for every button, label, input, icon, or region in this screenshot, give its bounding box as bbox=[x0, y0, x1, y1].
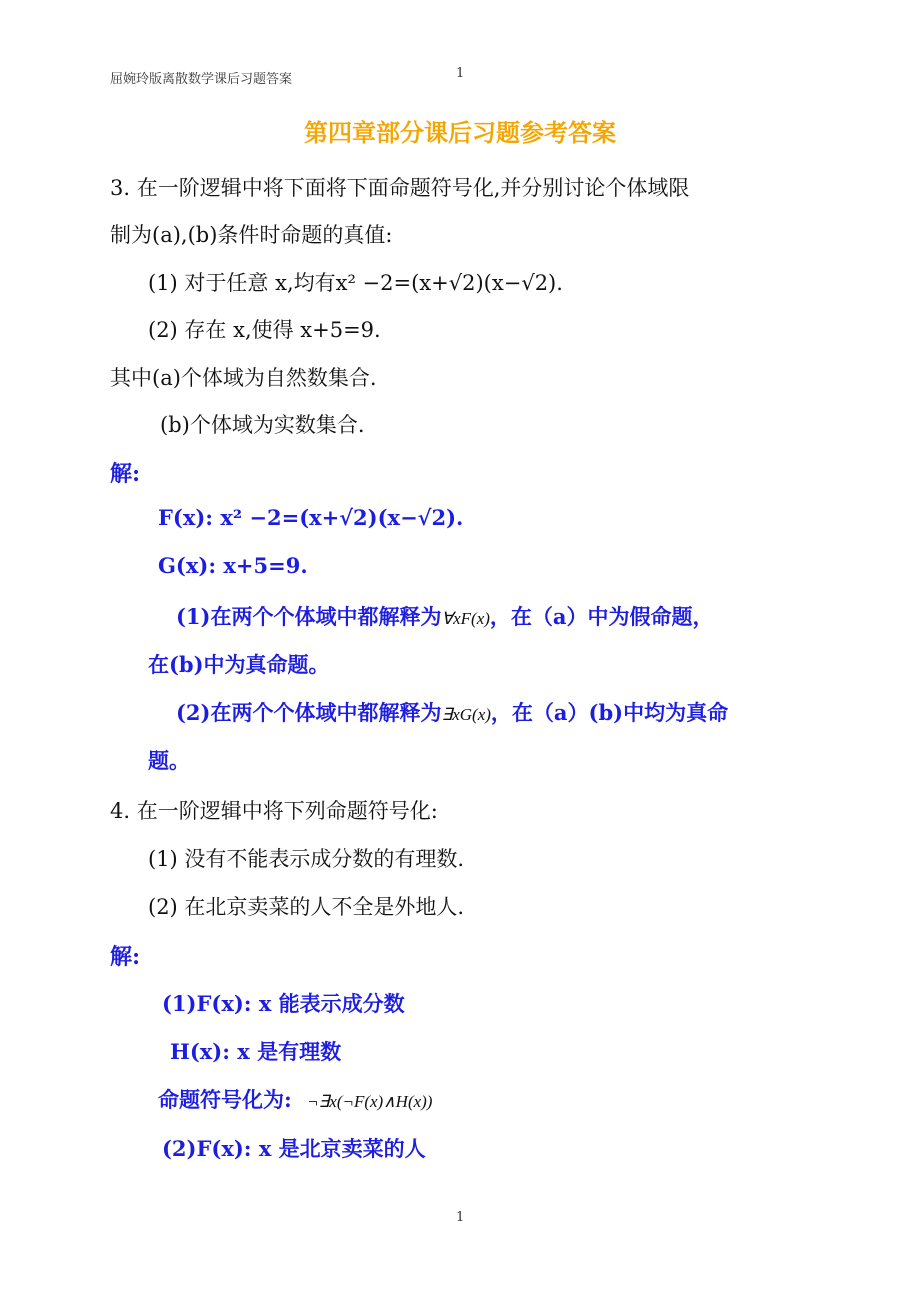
q4-item2: (2) 在北京卖菜的人不全是外地人. bbox=[148, 895, 465, 919]
header-title: 屈婉玲版离散数学课后习题答案 bbox=[110, 72, 293, 87]
a3-jie-label: 解: bbox=[110, 461, 141, 487]
a3-F-def bbox=[158, 505, 463, 530]
a3-p2-text: (2)在两个个体域中都解释为 bbox=[176, 700, 442, 725]
footer-page-number: 1 bbox=[456, 1210, 465, 1225]
q3-item1-text: (1) 对于任意 x,均有 bbox=[148, 271, 336, 295]
a4-sym-formula: ¬∃x(¬F(x)∧H(x)) bbox=[307, 1092, 433, 1111]
a3-p2-post: ，在（a）(b)中均为真命 bbox=[490, 700, 729, 725]
a4-sym-label: 命题符号化为: bbox=[158, 1087, 292, 1112]
header-page-number: 1 bbox=[456, 66, 465, 81]
a4-jie-label: 解: bbox=[110, 944, 141, 970]
a4-F1: (1)F(x): x 能表示成分数 bbox=[162, 991, 405, 1016]
a3-p1-formula: ∀xF(x) bbox=[441, 609, 490, 628]
q3-domain-b: (b)个体域为实数集合. bbox=[160, 413, 365, 437]
a3-p1-text: (1)在两个个体域中都解释为 bbox=[176, 604, 442, 629]
a3-F-label: F(x): bbox=[158, 505, 214, 530]
chapter-title: 第四章部分课后习题参考答案 bbox=[304, 118, 616, 147]
q3-item1-formula: x² −2=(x+√2)(x−√2). bbox=[335, 271, 563, 295]
a3-p1-post: ，在（a）中为假命题， bbox=[489, 604, 714, 629]
a3-F-formula: x² −2=(x+√2)(x−√2). bbox=[220, 505, 464, 530]
a3-p2 bbox=[176, 697, 728, 727]
q3-line1: 3. 在一阶逻辑中将下面将下面命题符号化,并分别讨论个体域限 bbox=[110, 176, 690, 200]
q4-line1: 4. 在一阶逻辑中将下列命题符号化: bbox=[110, 799, 438, 823]
a3-p1-line2: 在(b)中为真命题。 bbox=[148, 652, 330, 677]
a3-p1 bbox=[176, 601, 714, 631]
a4-symbolization bbox=[158, 1084, 432, 1114]
a4-F2: (2)F(x): x 是北京卖菜的人 bbox=[162, 1136, 426, 1161]
a3-p2-formula: ∃xG(x) bbox=[441, 705, 491, 724]
q4-item1: (1) 没有不能表示成分数的有理数. bbox=[148, 847, 465, 871]
q3-line2: 制为(a),(b)条件时命题的真值: bbox=[110, 223, 393, 247]
q3-item1 bbox=[148, 267, 563, 297]
q3-domain-a: 其中(a)个体域为自然数集合. bbox=[110, 366, 377, 390]
a4-H1: H(x): x 是有理数 bbox=[170, 1039, 342, 1064]
a3-G-def: G(x): x+5=9. bbox=[158, 553, 308, 578]
q3-item2: (2) 存在 x,使得 x+5=9. bbox=[148, 318, 381, 342]
a3-p2-line2: 题。 bbox=[148, 748, 190, 773]
